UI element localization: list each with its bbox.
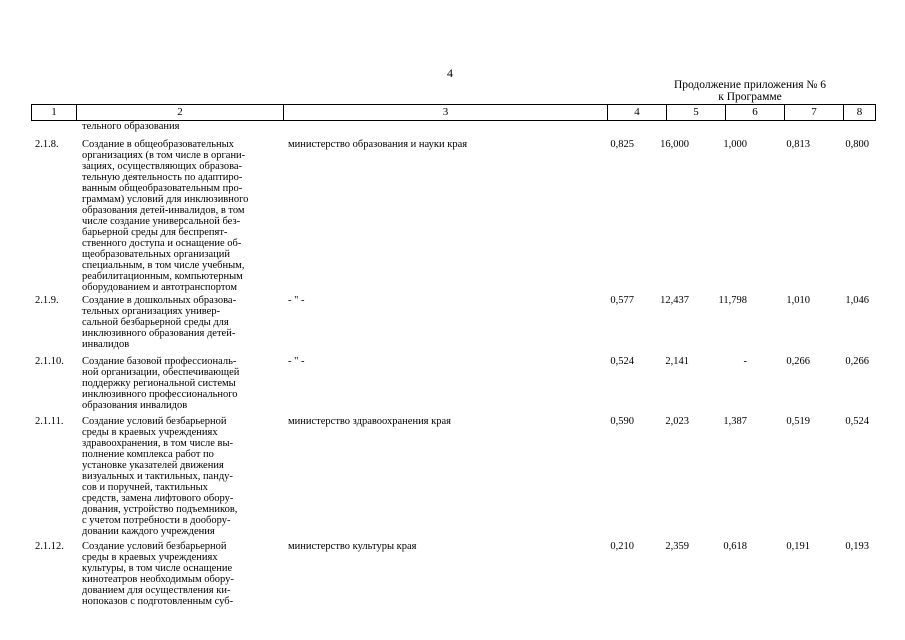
executor: министерство культуры края <box>288 541 417 552</box>
value-col-4: 0,825 <box>610 139 634 150</box>
carryover-text: тельного образования <box>82 121 180 132</box>
row-number: 2.1.8. <box>35 139 59 150</box>
measure-description: Создание условий безбарьерной среды в краевых учреждениях здравоохранения, в том числе вы- полнение комплекса работ по установке указателей движения визуальных и тактильных, панду- сов и поручней, тактильных средств, замена лифтового обору- дования, устройство подъемников, с учетом потребности в дообору- довании каждого учреждения <box>82 416 238 537</box>
column-header: 8 <box>843 105 876 120</box>
value-col-8: 0,800 <box>845 139 869 150</box>
value-col-4: 0,210 <box>610 541 634 552</box>
value-col-5: 2,023 <box>665 416 689 427</box>
value-col-5: 12,437 <box>660 295 689 306</box>
column-header: 7 <box>784 105 843 120</box>
value-col-5: 2,359 <box>665 541 689 552</box>
executor: министерство здравоохранения края <box>288 416 451 427</box>
measure-description: Создание условий безбарьерной среды в краевых учреждениях культуры, в том числе оснащение кинотеатров необходимым обору- дованием для осуществления ки- нопоказов с подготовленным суб- <box>82 541 234 607</box>
measure-description: Создание в дошкольных образова- тельных организациях универ- сальной безбарьерной среды для инклюзивного образования детей- инвалидов <box>82 295 237 350</box>
executor: министерство образования и науки края <box>288 139 468 150</box>
value-col-4: 0,590 <box>610 416 634 427</box>
appendix-continuation-caption <box>630 79 870 103</box>
value-col-8: 0,266 <box>845 356 869 367</box>
column-header: 2 <box>76 105 283 120</box>
value-col-6: - <box>743 356 747 367</box>
value-col-5: 2,141 <box>665 356 689 367</box>
value-col-6: 0,618 <box>723 541 747 552</box>
value-col-4: 0,577 <box>610 295 634 306</box>
column-header: 5 <box>666 105 725 120</box>
value-col-7: 1,010 <box>786 295 810 306</box>
value-col-6: 1,387 <box>723 416 747 427</box>
value-col-7: 0,191 <box>786 541 810 552</box>
continuation-line-2: к Программе <box>718 91 782 103</box>
measure-description: Создание в общеобразовательных организациях (в том числе в органи- зациях, осуществляющих образова- тельную деятельность по адаптиро- ванным общеобразовательным про- граммам) условий для инклюзивного образования детей-инвалидов, в том числе создание универсальной без- барьерной среды для беспрепят- ственного доступа и оснащение об- щеобразовательных организаций специальным, в том числе учебным, реабилитационным, компьютерным оборудованием и автотранспортом <box>82 139 249 293</box>
row-number: 2.1.9. <box>35 295 59 306</box>
value-col-5: 16,000 <box>660 139 689 150</box>
value-col-7: 0,813 <box>786 139 810 150</box>
row-number: 2.1.10. <box>35 356 64 367</box>
value-col-8: 0,193 <box>845 541 869 552</box>
value-col-7: 0,519 <box>786 416 810 427</box>
column-header: 1 <box>31 105 76 120</box>
column-header: 6 <box>725 105 784 120</box>
executor: - " - <box>288 356 305 367</box>
continuation-line-1: Продолжение приложения № 6 <box>673 79 827 91</box>
value-col-7: 0,266 <box>786 356 810 367</box>
column-header: 4 <box>607 105 666 120</box>
value-col-6: 1,000 <box>723 139 747 150</box>
value-col-4: 0,524 <box>610 356 634 367</box>
column-header: 3 <box>283 105 607 120</box>
value-col-8: 0,524 <box>845 416 869 427</box>
value-col-6: 11,798 <box>718 295 747 306</box>
row-number: 2.1.11. <box>35 416 64 427</box>
executor: - " - <box>288 295 305 306</box>
page-number: 4 <box>447 66 453 80</box>
value-col-8: 1,046 <box>845 295 869 306</box>
measure-description: Создание базовой профессиональ- ной организации, обеспечивающей поддержку региональной системы инклюзивного профессионального образования инвалидов <box>82 356 240 411</box>
table-column-numbers-header <box>31 104 876 121</box>
row-number: 2.1.12. <box>35 541 64 552</box>
